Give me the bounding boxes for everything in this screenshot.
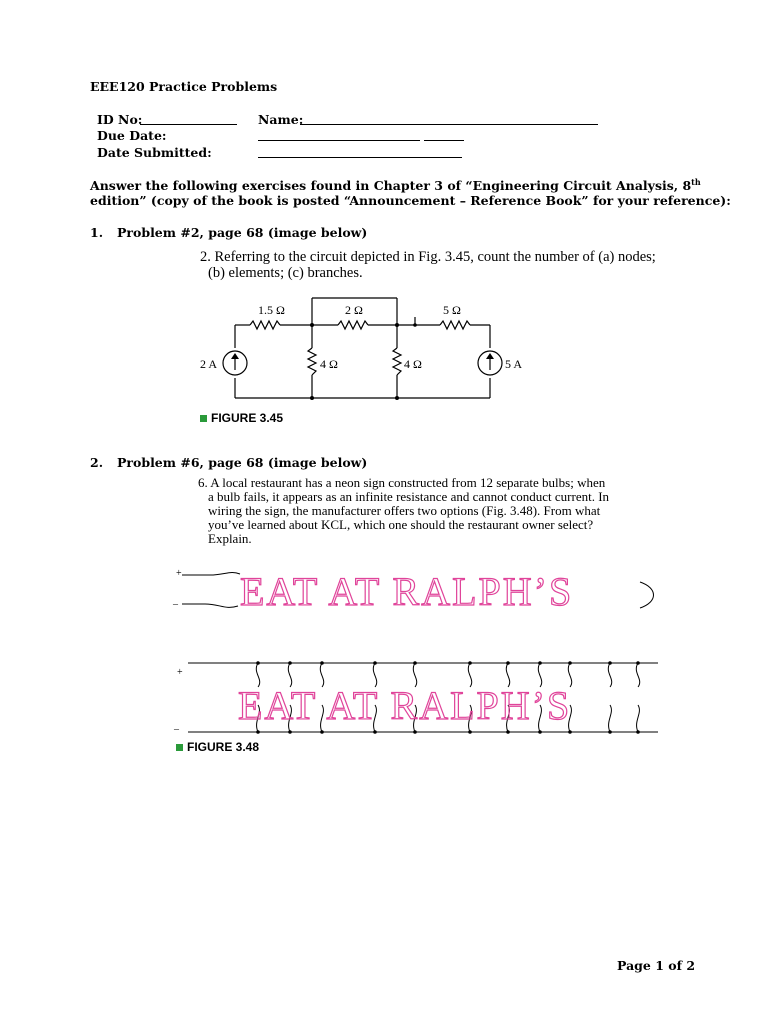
wire-junction-dot <box>320 730 324 734</box>
wire-junction-dot <box>320 661 324 665</box>
wire-junction-dot <box>538 661 542 665</box>
due-date-field-line[interactable] <box>258 140 420 141</box>
id-field-line[interactable] <box>140 124 237 125</box>
wire-junction-dot <box>413 661 417 665</box>
parallel-plus-sign: + <box>177 667 183 678</box>
wire-junction-dot <box>538 730 542 734</box>
problem-2-text-line-5: Explain. <box>208 531 252 546</box>
wire-junction-dot <box>568 730 572 734</box>
wire-junction-dot <box>256 661 260 665</box>
parallel-wire-drop <box>636 663 639 732</box>
parallel-wire-drop <box>608 663 611 732</box>
page-number: Page 1 of 2 <box>617 958 696 973</box>
due-date-field-line-2[interactable] <box>424 140 464 141</box>
instructions-line-2: edition” (copy of the book is posted “Announcement – Reference Book” for your reference): <box>90 193 731 208</box>
circuit-diagram-3-45 <box>190 290 523 415</box>
series-plus-sign: + <box>176 568 182 579</box>
wire-junction-dot <box>288 661 292 665</box>
name-field-line[interactable] <box>300 124 598 125</box>
problem-1-number: 1. <box>90 225 104 240</box>
due-date-label: Due Date: <box>97 128 167 143</box>
instructions-line-1: Answer the following exercises found in Chapter 3 of “Engineering Circuit Analysis, 8th <box>90 177 701 194</box>
wire-junction-dot <box>506 730 510 734</box>
resistor-2-label: 2 Ω <box>345 303 363 317</box>
problem-1-text-line-2: (b) elements; (c) branches. <box>208 265 363 281</box>
wire-junction-dot <box>288 730 292 734</box>
wire-junction-dot <box>256 730 260 734</box>
wire-junction-dot <box>468 730 472 734</box>
wire-junction-dot <box>636 661 640 665</box>
problem-2-number: 2. <box>90 455 104 470</box>
series-minus-sign: – <box>173 599 178 610</box>
source-2a-label: 2 A <box>200 357 218 371</box>
document-title: EEE120 Practice Problems <box>90 79 278 94</box>
wire-junction-dot <box>468 661 472 665</box>
problem-2-text-line-4: you’ve learned about KCL, which one should the restaurant owner select? <box>208 517 594 532</box>
parallel-minus-sign: – <box>174 724 179 735</box>
problem-2-text-line-1: 6. A local restaurant has a neon sign constructed from 12 separate bulbs; when <box>198 475 606 490</box>
figure-3-48-caption: FIGURE 3.48 <box>176 740 259 754</box>
neon-sign-parallel-wiring <box>170 655 670 740</box>
problem-2-heading: Problem #6, page 68 (image below) <box>117 455 368 470</box>
resistor-4b-label: 4 Ω <box>404 357 422 371</box>
neon-sign-series-wiring <box>170 562 670 622</box>
figure-3-45-caption: FIGURE 3.45 <box>200 411 283 425</box>
wire-junction-dot <box>608 661 612 665</box>
wire-junction-dot <box>373 661 377 665</box>
parallel-sign-text: EAT AT RALPH’S <box>238 683 572 728</box>
wire-junction-dot <box>568 661 572 665</box>
problem-2-text-line-2: a bulb fails, it appears as an infinite resistance and cannot conduct current. In <box>208 489 610 504</box>
resistor-5-label: 5 Ω <box>443 303 461 317</box>
resistor-4a-label: 4 Ω <box>320 357 338 371</box>
date-submitted-label: Date Submitted: <box>97 145 212 160</box>
id-label: ID No: <box>97 112 143 127</box>
date-submitted-field-line[interactable] <box>258 157 462 158</box>
wire-junction-dot <box>373 730 377 734</box>
problem-1-text-line-1: 2. Referring to the circuit depicted in Fig. 3.45, count the number of (a) nodes; <box>200 249 656 265</box>
wire-junction-dot <box>506 661 510 665</box>
wire-junction-dot <box>636 730 640 734</box>
series-sign-text: EAT AT RALPH’S <box>240 569 574 614</box>
resistor-1-5-label: 1.5 Ω <box>258 303 285 317</box>
problem-1-heading: Problem #2, page 68 (image below) <box>117 225 368 240</box>
name-label: Name: <box>258 112 304 127</box>
wire-junction-dot <box>413 730 417 734</box>
source-5a-label: 5 A <box>505 357 523 371</box>
wire-junction-dot <box>608 730 612 734</box>
problem-2-text-line-3: wiring the sign, the manufacturer offers two options (Fig. 3.48). From what <box>208 503 601 518</box>
